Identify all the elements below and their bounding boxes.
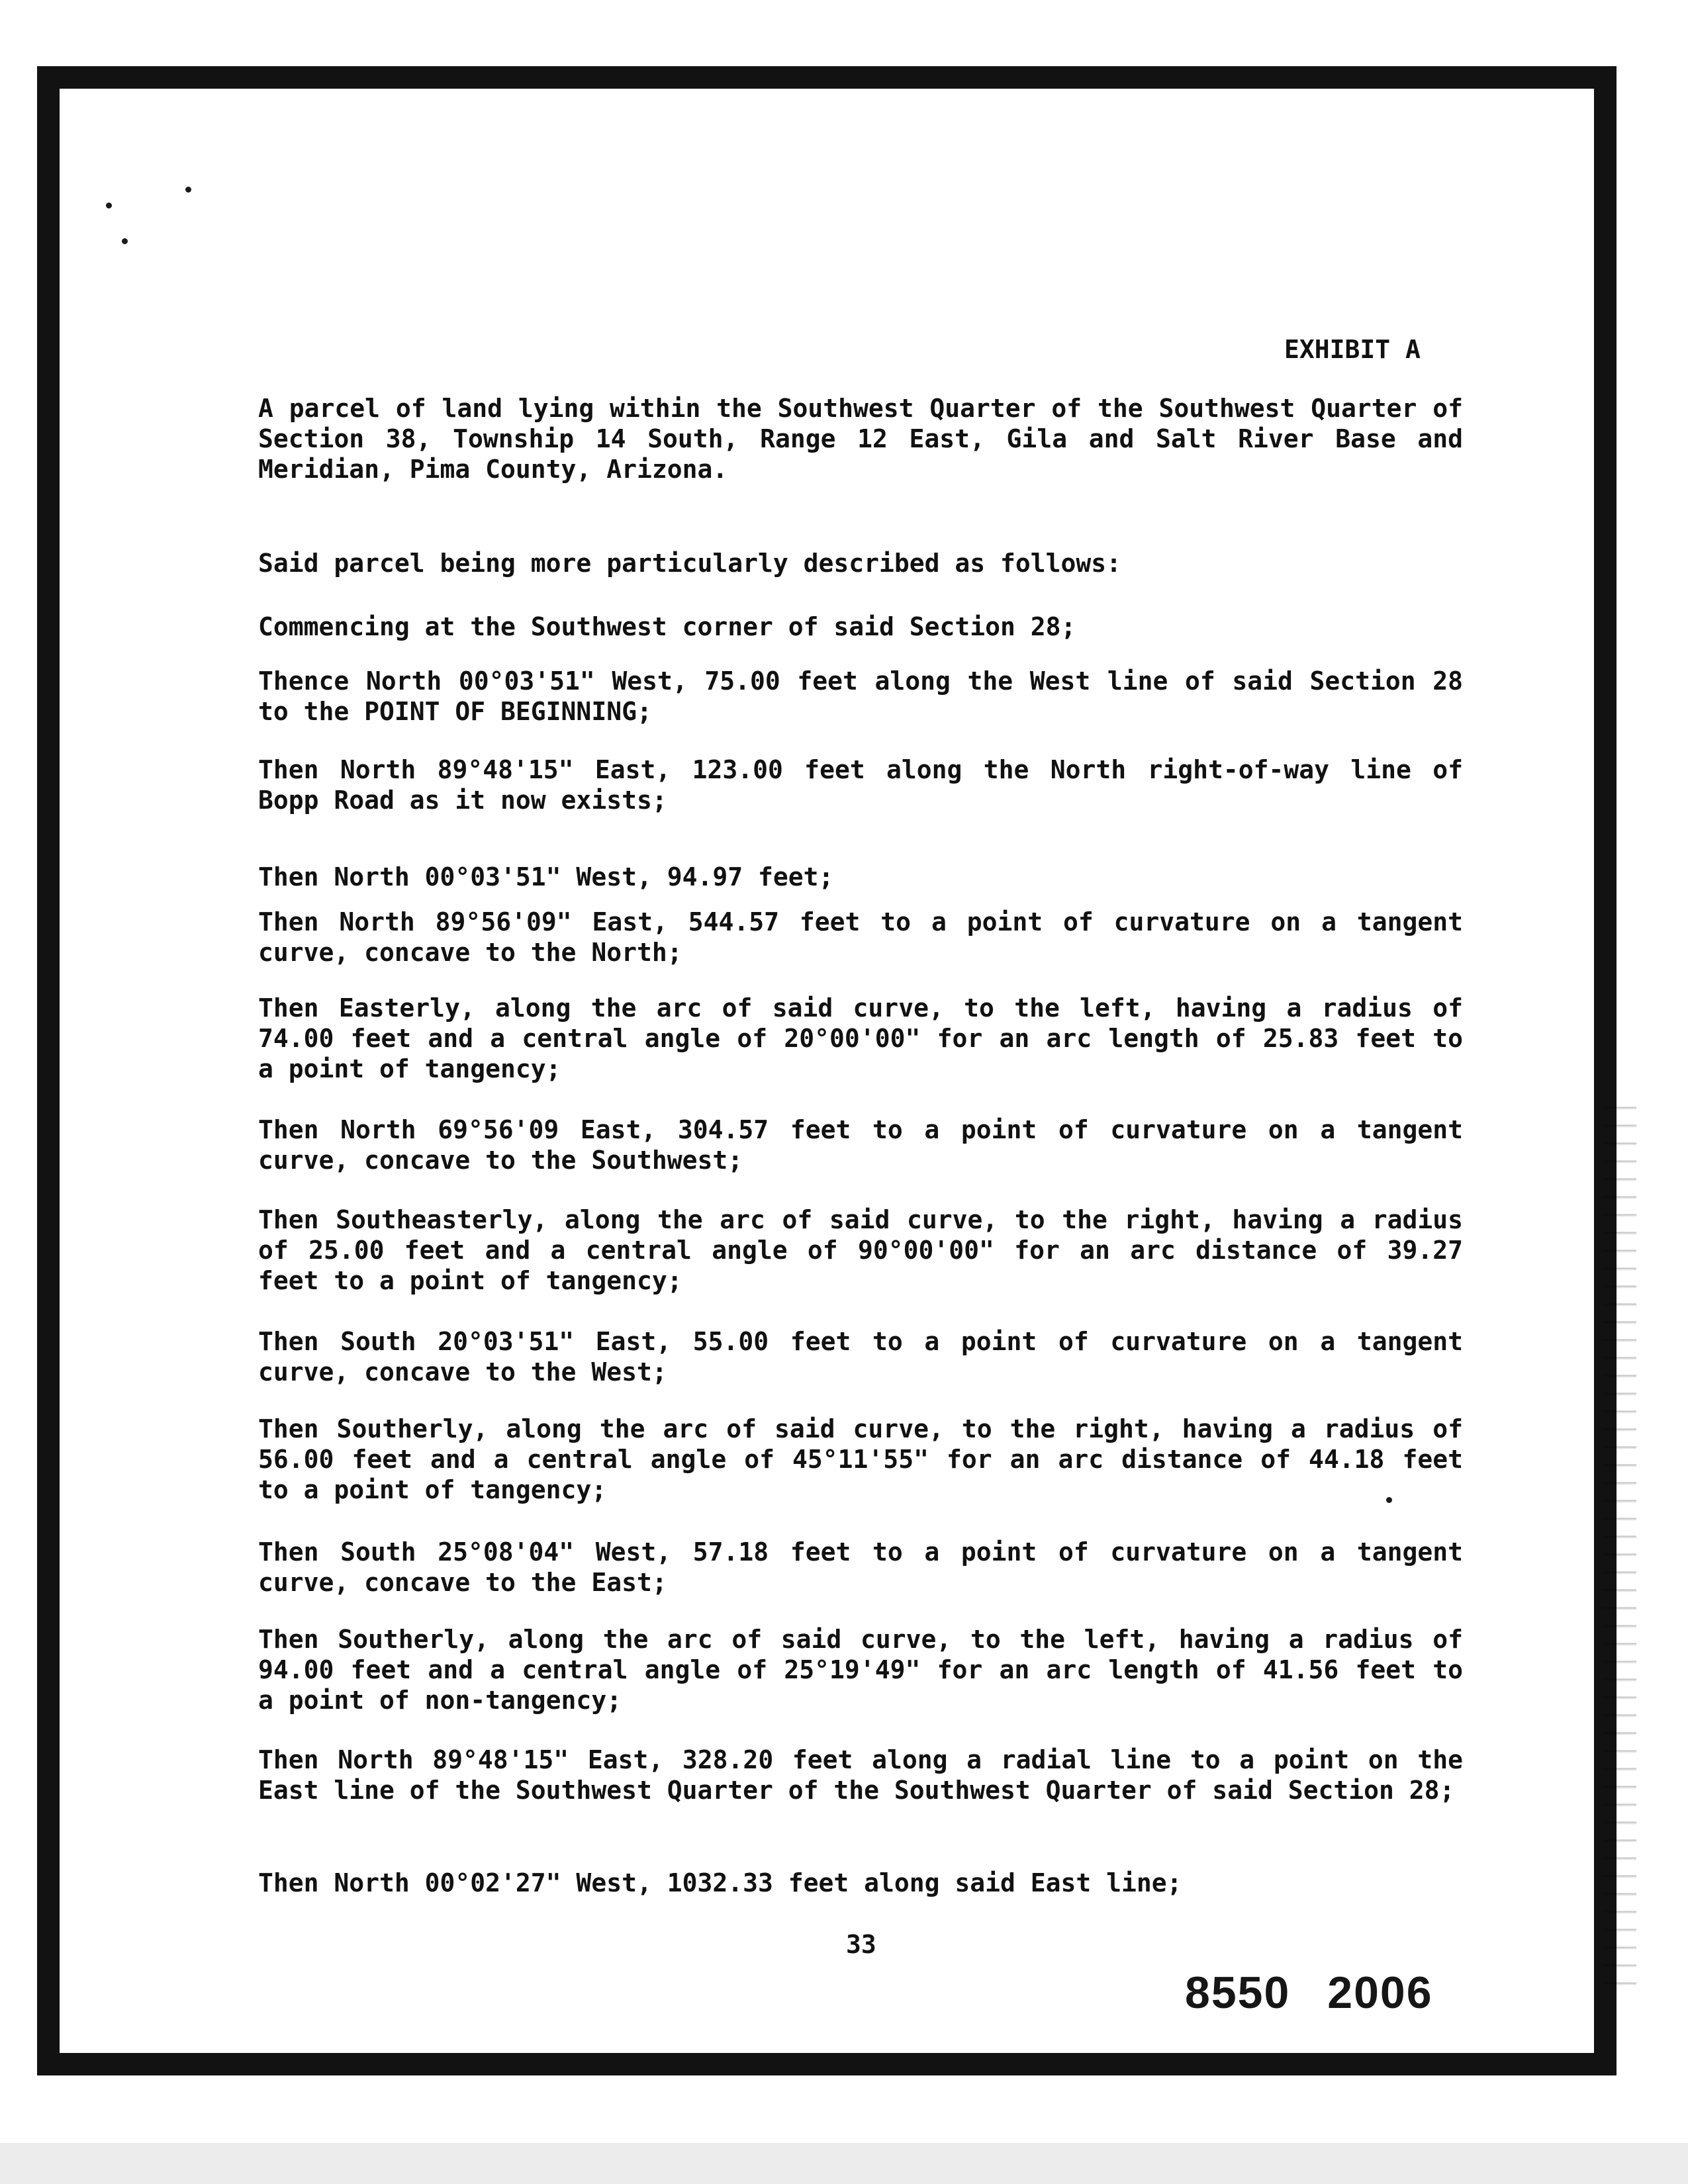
paragraph-call-4: Then North 89°56'09" East, 544.57 feet to a point of curvature on a tangent curve, concave to the North; — [258, 907, 1463, 967]
paragraph-call-10: Then South 25°08'04" West, 57.18 feet to a point of curvature on a tangent curve, concave to the East; — [258, 1537, 1463, 1597]
paragraph-parcel-description: A parcel of land lying within the Southwest Quarter of the Southwest Quarter of Section 38, Township 14 South, Range 12 East, Gila and Salt River Base and Meridian, Pima County, Arizona. — [258, 394, 1463, 484]
scan-speck — [122, 238, 128, 244]
scan-bottom-margin — [0, 2143, 1688, 2184]
paragraph-call-2: Then North 89°48'15" East, 123.00 feet along the North right-of-way line of Bopp Road as it now exists; — [258, 755, 1463, 815]
paragraph-call-11: Then Southerly, along the arc of said curve, to the left, having a radius of 94.00 feet and a central angle of 25°19'49" for an arc length of 41.56 feet to a point of non-tangency; — [258, 1625, 1463, 1715]
scan-speck — [106, 203, 112, 208]
paragraph-call-12: Then North 89°48'15" East, 328.20 feet along a radial line to a point on the East line of the Southwest Quarter of the Southwest Quarter of said Section 28; — [258, 1745, 1463, 1805]
stamp-page-number: 2006 — [1327, 1968, 1433, 2018]
recording-stamp — [1185, 1967, 1433, 2019]
paragraph-call-13: Then North 00°02'27" West, 1032.33 feet along said East line; — [258, 1868, 1182, 1897]
paragraph-call-3: Then North 00°03'51" West, 94.97 feet; — [258, 862, 834, 891]
exhibit-heading: EXHIBIT A — [1284, 335, 1421, 364]
page-number: 33 — [846, 1930, 876, 1959]
paragraph-call-8: Then South 20°03'51" East, 55.00 feet to a point of curvature on a tangent curve, concave to the West; — [258, 1327, 1463, 1387]
paragraph-intro-statement: Said parcel being more particularly described as follows: — [258, 549, 1122, 578]
scan-speck — [185, 187, 191, 193]
paragraph-call-7: Then Southeasterly, along the arc of said curve, to the right, having a radius of 25.00 feet and a central angle of 90°00'00" for an arc distance of 39.27 feet to a point of tangency; — [258, 1205, 1463, 1295]
paragraph-call-1: Thence North 00°03'51" West, 75.00 feet along the West line of said Section 28 to the POINT OF BEGINNING; — [258, 666, 1463, 726]
paragraph-call-9: Then Southerly, along the arc of said curve, to the right, having a radius of 56.00 feet and a central angle of 45°11'55" for an arc distance of 44.18 feet to a point of tangency; — [258, 1414, 1463, 1504]
paragraph-call-5: Then Easterly, along the arc of said curve, to the left, having a radius of 74.00 feet and a central angle of 20°00'00" for an arc length of 25.83 feet to a point of tangency; — [258, 993, 1463, 1083]
stamp-docket-number: 8550 — [1185, 1968, 1291, 2018]
scan-edge-noise — [1603, 1092, 1636, 1985]
paragraph-commencing: Commencing at the Southwest corner of said Section 28; — [258, 612, 1076, 641]
paragraph-call-6: Then North 69°56'09 East, 304.57 feet to a point of curvature on a tangent curve, concave to the Southwest; — [258, 1115, 1463, 1175]
